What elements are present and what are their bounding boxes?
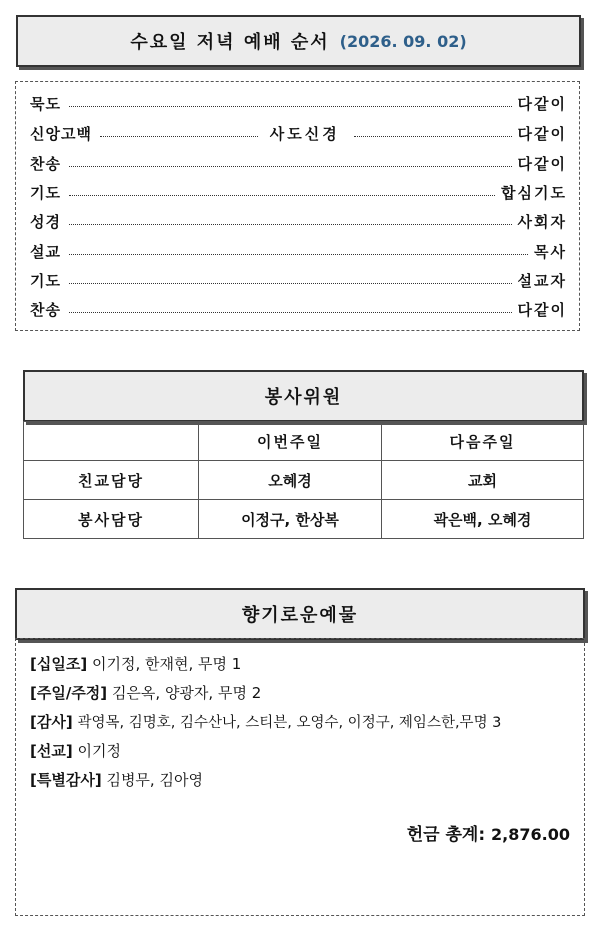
dot-leader: [69, 224, 512, 225]
offering-names: 곽영목, 김명호, 김수산나, 스티븐, 오영수, 이정구, 제임스한,무명 3: [77, 715, 502, 731]
staff-this-week: 오혜경: [199, 461, 382, 500]
offering-category: [십일조]: [30, 655, 88, 673]
offering-line: [30, 740, 121, 761]
service-title-box: [16, 15, 581, 67]
offering-category: [특별감사]: [30, 771, 102, 789]
dot-leader: [69, 312, 512, 313]
offering-list: [15, 638, 585, 916]
total-amount: 2,876.00: [491, 825, 570, 844]
offering-category: [감사]: [30, 713, 73, 731]
offering-names: 이기정: [77, 742, 121, 760]
staff-header-cell: [24, 422, 199, 461]
order-label: 기도: [30, 183, 61, 202]
order-value: 다같이: [517, 94, 567, 113]
order-label: 기도: [30, 271, 61, 290]
order-label: 찬송: [30, 300, 61, 319]
service-title: 수요일 저녁 예배 순서: [130, 32, 330, 53]
staff-next-week: 곽은백, 오혜경: [382, 500, 584, 539]
service-date: (2026. 09. 02): [339, 31, 467, 51]
total-label: 헌금 총계:: [406, 825, 486, 845]
offering-total: [407, 820, 570, 845]
order-value: 다같이: [517, 124, 568, 143]
staff-header-row: [24, 422, 584, 461]
order-row: [30, 210, 567, 232]
staff-row: [24, 500, 584, 539]
order-row: [30, 240, 567, 262]
order-label: 설교: [30, 242, 61, 261]
offering-category: [선교]: [30, 742, 73, 760]
order-row: [30, 269, 567, 291]
staff-next-week: 교회: [382, 461, 584, 500]
offering-names: 김은옥, 양광자, 무명 2: [111, 684, 262, 702]
order-value: 목사: [534, 242, 567, 261]
offering-line: [30, 711, 501, 732]
offering-title-box: [15, 588, 585, 640]
staff-title: 봉사위원: [264, 387, 343, 408]
staff-header-cell: 이번주일: [199, 422, 382, 461]
offering-line: [30, 682, 261, 703]
order-row: [30, 152, 567, 174]
offering-line: [30, 769, 203, 790]
staff-role: 봉사담당: [24, 500, 199, 539]
staff-role: 친교담당: [24, 461, 199, 500]
order-of-worship: [15, 81, 580, 331]
staff-row: [24, 461, 584, 500]
order-label: 묵도: [30, 94, 61, 113]
order-value: 사회자: [517, 212, 567, 231]
dot-leader: [69, 106, 512, 107]
dot-leader: [69, 254, 528, 255]
offering-names: 이기정, 한재현, 무명 1: [91, 655, 242, 673]
staff-this-week: 이정구, 한상복: [199, 500, 382, 539]
order-row: [30, 181, 567, 203]
offering-line: [30, 653, 241, 674]
dot-leader: [69, 283, 512, 284]
order-value: 다같이: [517, 300, 567, 319]
staff-table: [23, 421, 584, 539]
staff-header-cell: 다음주일: [382, 422, 584, 461]
order-middle: 사도신경: [269, 124, 340, 143]
staff-title-box: [23, 370, 584, 422]
order-label: 찬송: [30, 154, 61, 173]
dot-leader: [69, 166, 512, 167]
order-label: 신앙고백: [30, 124, 92, 143]
order-value: 합심기도: [501, 183, 567, 202]
dot-leader: [69, 195, 495, 196]
order-row: [30, 298, 567, 320]
order-value: 다같이: [517, 154, 567, 173]
order-row: [30, 122, 567, 144]
dot-leader: [354, 136, 512, 137]
order-value: 설교자: [517, 271, 567, 290]
dot-leader: [100, 136, 258, 137]
offering-category: [주일/주정]: [30, 684, 108, 702]
order-label: 성경: [30, 212, 61, 231]
offering-title: 향기로운예물: [241, 605, 359, 626]
offering-names: 김병무, 김아영: [106, 771, 203, 789]
order-row: [30, 92, 567, 114]
